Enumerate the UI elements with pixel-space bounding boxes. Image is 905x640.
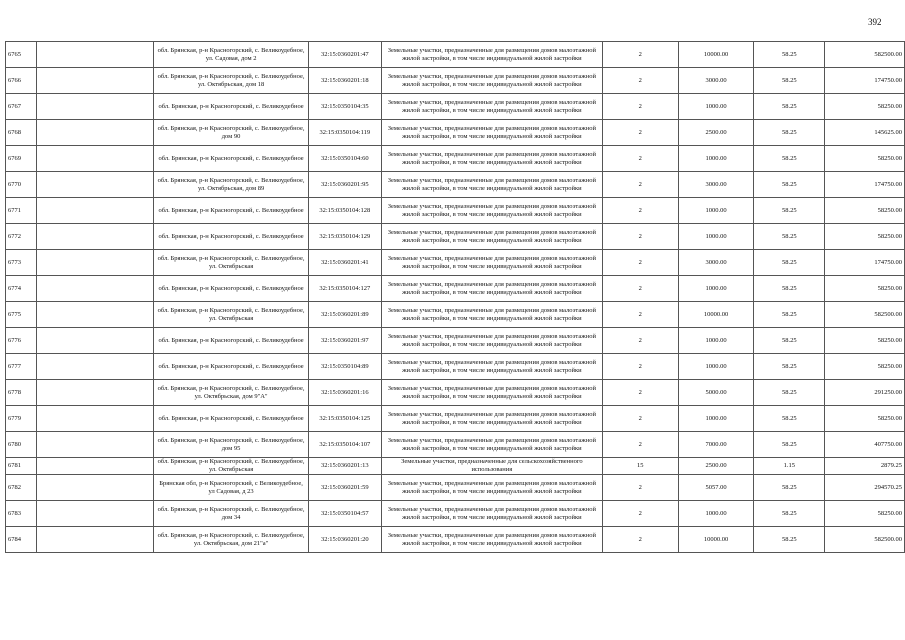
address-cell: обл. Брянская, р-н Красногорский, с. Великоудебное bbox=[154, 94, 308, 120]
rate-cell: 58.25 bbox=[754, 328, 825, 354]
cadastral-number-cell: 32:15:0360201:20 bbox=[308, 527, 381, 553]
address-cell: обл. Брянская, р-н Красногорский, с. Великоудебное, дом 95 bbox=[154, 432, 308, 458]
address-cell: обл. Брянская, р-н Красногорский, с. Великоудебное, дом 90 bbox=[154, 120, 308, 146]
address-cell: обл. Брянская, р-н Красногорский, с. Великоудебное, ул. Октябрьская bbox=[154, 458, 308, 475]
rate-cell: 58.25 bbox=[754, 501, 825, 527]
cadastral-number-cell: 32:15:0350104:129 bbox=[308, 224, 381, 250]
row-number: 6766 bbox=[6, 68, 37, 94]
row-number: 6776 bbox=[6, 328, 37, 354]
rate-cell: 58.25 bbox=[754, 250, 825, 276]
row-number: 6771 bbox=[6, 198, 37, 224]
cadastral-number-cell: 32:15:0350104:125 bbox=[308, 406, 381, 432]
row-spacer bbox=[36, 68, 153, 94]
table-row bbox=[6, 354, 905, 380]
table-row bbox=[6, 501, 905, 527]
cadastral-value-cell: 2879.25 bbox=[825, 458, 905, 475]
cadastral-number-cell: 32:15:0350104:57 bbox=[308, 501, 381, 527]
category-code-cell: 2 bbox=[602, 527, 678, 553]
row-spacer bbox=[36, 250, 153, 276]
address-cell: Брянская обл, р-н Красногорский, с Великоудебное, ул Садовая, д 23 bbox=[154, 475, 308, 501]
table-row bbox=[6, 380, 905, 406]
area-cell: 10000.00 bbox=[678, 42, 754, 68]
table-row bbox=[6, 458, 905, 475]
cadastral-number-cell: 32:15:0350104:107 bbox=[308, 432, 381, 458]
table-row bbox=[6, 94, 905, 120]
area-cell: 1000.00 bbox=[678, 276, 754, 302]
rate-cell: 58.25 bbox=[754, 380, 825, 406]
table-row bbox=[6, 198, 905, 224]
row-number: 6772 bbox=[6, 224, 37, 250]
land-use-cell: Земельные участки, предназначенные для размещения домов малоэтажной жилой застройки, в том числе индивидуальной жилой застройки bbox=[381, 146, 602, 172]
area-cell: 1000.00 bbox=[678, 224, 754, 250]
category-code-cell: 2 bbox=[602, 328, 678, 354]
address-cell: обл. Брянская, р-н Красногорский, с. Великоудебное, ул. Октябрьская, дом 18 bbox=[154, 68, 308, 94]
rate-cell: 58.25 bbox=[754, 68, 825, 94]
row-number: 6765 bbox=[6, 42, 37, 68]
cadastral-number-cell: 32:15:0350104:119 bbox=[308, 120, 381, 146]
area-cell: 5057.00 bbox=[678, 475, 754, 501]
rate-cell: 58.25 bbox=[754, 224, 825, 250]
table-row bbox=[6, 146, 905, 172]
category-code-cell: 2 bbox=[602, 172, 678, 198]
row-number: 6775 bbox=[6, 302, 37, 328]
row-spacer bbox=[36, 406, 153, 432]
row-number: 6778 bbox=[6, 380, 37, 406]
row-spacer bbox=[36, 146, 153, 172]
cadastral-value-cell: 58250.00 bbox=[825, 224, 905, 250]
area-cell: 2500.00 bbox=[678, 120, 754, 146]
cadastral-value-cell: 58250.00 bbox=[825, 146, 905, 172]
table-row bbox=[6, 172, 905, 198]
address-cell: обл. Брянская, р-н Красногорский, с. Великоудебное bbox=[154, 276, 308, 302]
category-code-cell: 2 bbox=[602, 224, 678, 250]
table-row bbox=[6, 432, 905, 458]
cadastral-number-cell: 32:15:0360201:95 bbox=[308, 172, 381, 198]
land-use-cell: Земельные участки, предназначенные для размещения домов малоэтажной жилой застройки, в том числе индивидуальной жилой застройки bbox=[381, 276, 602, 302]
address-cell: обл. Брянская, р-н Красногорский, с. Великоудебное bbox=[154, 146, 308, 172]
table-row bbox=[6, 250, 905, 276]
cadastral-value-cell: 582500.00 bbox=[825, 302, 905, 328]
address-cell: обл. Брянская, р-н Красногорский, с. Великоудебное bbox=[154, 406, 308, 432]
address-cell: обл. Брянская, р-н Красногорский, с. Великоудебное bbox=[154, 328, 308, 354]
land-use-cell: Земельные участки, предназначенные для размещения домов малоэтажной жилой застройки, в том числе индивидуальной жилой застройки bbox=[381, 120, 602, 146]
row-spacer bbox=[36, 527, 153, 553]
area-cell: 7000.00 bbox=[678, 432, 754, 458]
table-row bbox=[6, 42, 905, 68]
cadastral-value-cell: 58250.00 bbox=[825, 94, 905, 120]
row-number: 6769 bbox=[6, 146, 37, 172]
cadastral-value-cell: 174750.00 bbox=[825, 172, 905, 198]
rate-cell: 58.25 bbox=[754, 354, 825, 380]
table-row bbox=[6, 276, 905, 302]
address-cell: обл. Брянская, р-н Красногорский, с. Великоудебное, ул. Садовая, дом 2 bbox=[154, 42, 308, 68]
row-spacer bbox=[36, 501, 153, 527]
area-cell: 1000.00 bbox=[678, 198, 754, 224]
table-row bbox=[6, 328, 905, 354]
cadastral-value-cell: 58250.00 bbox=[825, 276, 905, 302]
cadastral-number-cell: 32:15:0360201:16 bbox=[308, 380, 381, 406]
area-cell: 1000.00 bbox=[678, 146, 754, 172]
row-number: 6781 bbox=[6, 458, 37, 475]
cadastral-value-cell: 58250.00 bbox=[825, 501, 905, 527]
address-cell: обл. Брянская, р-н Красногорский, с. Великоудебное, дом 34 bbox=[154, 501, 308, 527]
cadastral-number-cell: 32:15:0350104:89 bbox=[308, 354, 381, 380]
cadastral-value-cell: 58250.00 bbox=[825, 406, 905, 432]
address-cell: обл. Брянская, р-н Красногорский, с. Великоудебное, ул. Октябрьская bbox=[154, 250, 308, 276]
area-cell: 1000.00 bbox=[678, 406, 754, 432]
category-code-cell: 2 bbox=[602, 94, 678, 120]
cadastral-value-cell: 294570.25 bbox=[825, 475, 905, 501]
category-code-cell: 2 bbox=[602, 406, 678, 432]
area-cell: 3000.00 bbox=[678, 68, 754, 94]
page-number: 392 bbox=[868, 17, 882, 27]
cadastral-number-cell: 32:15:0360201:89 bbox=[308, 302, 381, 328]
address-cell: обл. Брянская, р-н Красногорский, с. Великоудебное bbox=[154, 198, 308, 224]
cadastral-number-cell: 32:15:0350104:127 bbox=[308, 276, 381, 302]
land-use-cell: Земельные участки, предназначенные для размещения домов малоэтажной жилой застройки, в том числе индивидуальной жилой застройки bbox=[381, 198, 602, 224]
cadastral-number-cell: 32:15:0360201:59 bbox=[308, 475, 381, 501]
category-code-cell: 2 bbox=[602, 354, 678, 380]
row-number: 6780 bbox=[6, 432, 37, 458]
rate-cell: 58.25 bbox=[754, 302, 825, 328]
cadastral-value-cell: 145625.00 bbox=[825, 120, 905, 146]
cadastral-value-cell: 407750.00 bbox=[825, 432, 905, 458]
table-row bbox=[6, 527, 905, 553]
area-cell: 2500.00 bbox=[678, 458, 754, 475]
land-use-cell: Земельные участки, предназначенные для размещения домов малоэтажной жилой застройки, в том числе индивидуальной жилой застройки bbox=[381, 527, 602, 553]
table-row bbox=[6, 68, 905, 94]
area-cell: 1000.00 bbox=[678, 94, 754, 120]
land-use-cell: Земельные участки, предназначенные для размещения домов малоэтажной жилой застройки, в том числе индивидуальной жилой застройки bbox=[381, 250, 602, 276]
table-row bbox=[6, 120, 905, 146]
cadastral-number-cell: 32:15:0350104:35 bbox=[308, 94, 381, 120]
rate-cell: 1.15 bbox=[754, 458, 825, 475]
cadastral-number-cell: 32:15:0350104:60 bbox=[308, 146, 381, 172]
cadastral-value-cell: 58250.00 bbox=[825, 198, 905, 224]
cadastral-value-cell: 291250.00 bbox=[825, 380, 905, 406]
land-use-cell: Земельные участки, предназначенные для сельскохозяйственного использования bbox=[381, 458, 602, 475]
address-cell: обл. Брянская, р-н Красногорский, с. Великоудебное, ул. Октябрьская bbox=[154, 302, 308, 328]
land-registry-table bbox=[5, 41, 905, 553]
category-code-cell: 2 bbox=[602, 302, 678, 328]
cadastral-value-cell: 582500.00 bbox=[825, 42, 905, 68]
row-spacer bbox=[36, 354, 153, 380]
row-spacer bbox=[36, 42, 153, 68]
area-cell: 5000.00 bbox=[678, 380, 754, 406]
row-number: 6782 bbox=[6, 475, 37, 501]
row-spacer bbox=[36, 475, 153, 501]
category-code-cell: 2 bbox=[602, 432, 678, 458]
table-row bbox=[6, 406, 905, 432]
table-row bbox=[6, 475, 905, 501]
rate-cell: 58.25 bbox=[754, 527, 825, 553]
address-cell: обл. Брянская, р-н Красногорский, с. Великоудебное bbox=[154, 354, 308, 380]
area-cell: 1000.00 bbox=[678, 501, 754, 527]
row-number: 6784 bbox=[6, 527, 37, 553]
rate-cell: 58.25 bbox=[754, 146, 825, 172]
category-code-cell: 2 bbox=[602, 120, 678, 146]
row-spacer bbox=[36, 380, 153, 406]
category-code-cell: 2 bbox=[602, 276, 678, 302]
cadastral-value-cell: 582500.00 bbox=[825, 527, 905, 553]
table-row bbox=[6, 302, 905, 328]
cadastral-number-cell: 32:15:0360201:97 bbox=[308, 328, 381, 354]
row-number: 6779 bbox=[6, 406, 37, 432]
cadastral-number-cell: 32:15:0350104:128 bbox=[308, 198, 381, 224]
land-use-cell: Земельные участки, предназначенные для размещения домов малоэтажной жилой застройки, в том числе индивидуальной жилой застройки bbox=[381, 501, 602, 527]
area-cell: 10000.00 bbox=[678, 302, 754, 328]
address-cell: обл. Брянская, р-н Красногорский, с. Великоудебное bbox=[154, 224, 308, 250]
row-spacer bbox=[36, 432, 153, 458]
row-spacer bbox=[36, 302, 153, 328]
rate-cell: 58.25 bbox=[754, 406, 825, 432]
cadastral-value-cell: 58250.00 bbox=[825, 328, 905, 354]
area-cell: 1000.00 bbox=[678, 354, 754, 380]
land-use-cell: Земельные участки, предназначенные для размещения домов малоэтажной жилой застройки, в том числе индивидуальной жилой застройки bbox=[381, 224, 602, 250]
land-use-cell: Земельные участки, предназначенные для размещения домов малоэтажной жилой застройки, в том числе индивидуальной жилой застройки bbox=[381, 42, 602, 68]
row-number: 6767 bbox=[6, 94, 37, 120]
row-spacer bbox=[36, 120, 153, 146]
land-use-cell: Земельные участки, предназначенные для размещения домов малоэтажной жилой застройки, в том числе индивидуальной жилой застройки bbox=[381, 172, 602, 198]
cadastral-number-cell: 32:15:0360201:13 bbox=[308, 458, 381, 475]
rate-cell: 58.25 bbox=[754, 198, 825, 224]
address-cell: обл. Брянская, р-н Красногорский, с. Великоудебное, ул. Октябрьская, дом 9"А" bbox=[154, 380, 308, 406]
category-code-cell: 2 bbox=[602, 198, 678, 224]
rate-cell: 58.25 bbox=[754, 120, 825, 146]
row-spacer bbox=[36, 328, 153, 354]
rate-cell: 58.25 bbox=[754, 475, 825, 501]
cadastral-number-cell: 32:15:0360201:47 bbox=[308, 42, 381, 68]
rate-cell: 58.25 bbox=[754, 172, 825, 198]
row-spacer bbox=[36, 172, 153, 198]
row-spacer bbox=[36, 198, 153, 224]
category-code-cell: 15 bbox=[602, 458, 678, 475]
row-number: 6774 bbox=[6, 276, 37, 302]
row-spacer bbox=[36, 94, 153, 120]
table-row bbox=[6, 224, 905, 250]
rate-cell: 58.25 bbox=[754, 42, 825, 68]
category-code-cell: 2 bbox=[602, 475, 678, 501]
row-number: 6777 bbox=[6, 354, 37, 380]
address-cell: обл. Брянская, р-н Красногорский, с. Великоудебное, ул. Октябрьская, дом 89 bbox=[154, 172, 308, 198]
rate-cell: 58.25 bbox=[754, 432, 825, 458]
row-number: 6773 bbox=[6, 250, 37, 276]
land-use-cell: Земельные участки, предназначенные для размещения домов малоэтажной жилой застройки, в том числе индивидуальной жилой застройки bbox=[381, 94, 602, 120]
row-spacer bbox=[36, 276, 153, 302]
category-code-cell: 2 bbox=[602, 250, 678, 276]
row-number: 6783 bbox=[6, 501, 37, 527]
row-spacer bbox=[36, 224, 153, 250]
land-use-cell: Земельные участки, предназначенные для размещения домов малоэтажной жилой застройки, в том числе индивидуальной жилой застройки bbox=[381, 475, 602, 501]
land-use-cell: Земельные участки, предназначенные для размещения домов малоэтажной жилой застройки, в том числе индивидуальной жилой застройки bbox=[381, 380, 602, 406]
area-cell: 3000.00 bbox=[678, 250, 754, 276]
land-use-cell: Земельные участки, предназначенные для размещения домов малоэтажной жилой застройки, в том числе индивидуальной жилой застройки bbox=[381, 354, 602, 380]
rate-cell: 58.25 bbox=[754, 276, 825, 302]
area-cell: 10000.00 bbox=[678, 527, 754, 553]
category-code-cell: 2 bbox=[602, 501, 678, 527]
cadastral-number-cell: 32:15:0360201:18 bbox=[308, 68, 381, 94]
row-spacer bbox=[36, 458, 153, 475]
cadastral-value-cell: 174750.00 bbox=[825, 68, 905, 94]
land-use-cell: Земельные участки, предназначенные для размещения домов малоэтажной жилой застройки, в том числе индивидуальной жилой застройки bbox=[381, 432, 602, 458]
land-use-cell: Земельные участки, предназначенные для размещения домов малоэтажной жилой застройки, в том числе индивидуальной жилой застройки bbox=[381, 406, 602, 432]
cadastral-number-cell: 32:15:0360201:41 bbox=[308, 250, 381, 276]
cadastral-value-cell: 174750.00 bbox=[825, 250, 905, 276]
land-use-cell: Земельные участки, предназначенные для размещения домов малоэтажной жилой застройки, в том числе индивидуальной жилой застройки bbox=[381, 68, 602, 94]
area-cell: 1000.00 bbox=[678, 328, 754, 354]
row-number: 6770 bbox=[6, 172, 37, 198]
area-cell: 3000.00 bbox=[678, 172, 754, 198]
cadastral-value-cell: 58250.00 bbox=[825, 354, 905, 380]
land-use-cell: Земельные участки, предназначенные для размещения домов малоэтажной жилой застройки, в том числе индивидуальной жилой застройки bbox=[381, 302, 602, 328]
rate-cell: 58.25 bbox=[754, 94, 825, 120]
row-number: 6768 bbox=[6, 120, 37, 146]
category-code-cell: 2 bbox=[602, 380, 678, 406]
address-cell: обл. Брянская, р-н Красногорский, с. Великоудебное, ул. Октябрьская, дом 21"а" bbox=[154, 527, 308, 553]
category-code-cell: 2 bbox=[602, 146, 678, 172]
category-code-cell: 2 bbox=[602, 68, 678, 94]
category-code-cell: 2 bbox=[602, 42, 678, 68]
land-use-cell: Земельные участки, предназначенные для размещения домов малоэтажной жилой застройки, в том числе индивидуальной жилой застройки bbox=[381, 328, 602, 354]
